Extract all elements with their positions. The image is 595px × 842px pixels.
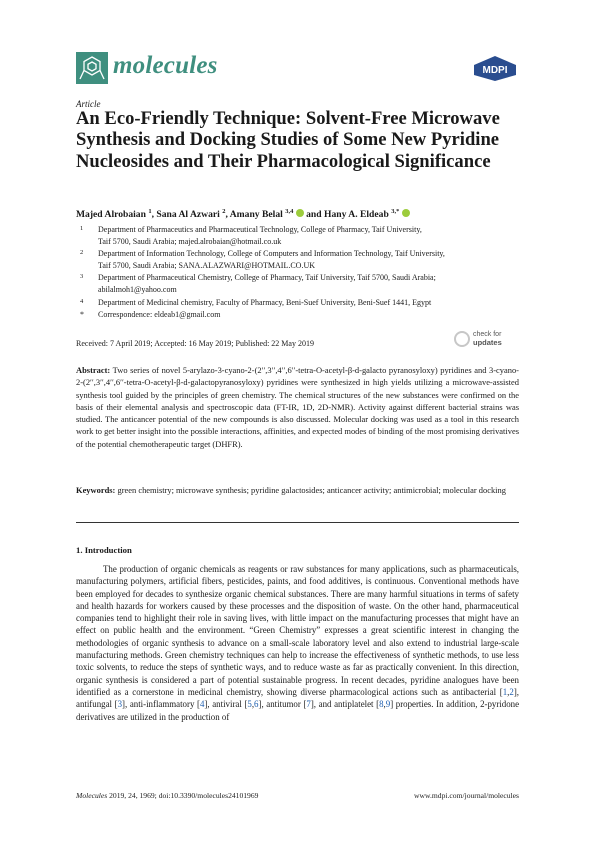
- citation-link[interactable]: 1: [502, 686, 508, 697]
- keywords-label: Keywords:: [76, 485, 116, 495]
- journal-logo-icon: [76, 52, 108, 84]
- mdpi-logo-icon: [472, 55, 518, 82]
- mdpi-logo-text: MDPI: [482, 65, 508, 76]
- affiliation-item: 2 Department of Information Technology, College of Computers and Information Technology, Taif University, Taif 5700, Saudi Arabia; SANA.ALAZWARI@HOTMAIL.CO.UK: [80, 249, 445, 271]
- author-affil-sup: 3,4: [285, 208, 294, 215]
- author-name: Hany A. Eldeab: [324, 209, 389, 221]
- author-affil-sup: 3,*: [391, 208, 400, 215]
- paper-title: An Eco-Friendly Technique: Solvent-Free Microwave Synthesis and Docking Studies of Some New Pyridine Nucleosides and Their Pharmacological Significance: [76, 108, 500, 172]
- publication-dates: Received: 7 April 2019; Accepted: 16 May 2019; Published: 22 May 2019: [76, 339, 314, 348]
- citation-link[interactable]: 2: [509, 686, 514, 697]
- citation-link[interactable]: 9: [385, 699, 391, 710]
- section-divider: [76, 522, 519, 523]
- article-type: Article: [76, 99, 101, 109]
- orcid-icon[interactable]: [296, 209, 304, 217]
- citation-link[interactable]: 6: [254, 699, 259, 710]
- affiliation-list: [80, 224, 525, 321]
- keywords-text: green chemistry; microwave synthesis; pyridine galactosides; anticancer activity; antimicrobial; molecular docking: [117, 485, 506, 495]
- citation-link[interactable]: 5: [247, 699, 252, 710]
- author-affil-sup: 2: [222, 208, 226, 215]
- keywords: [76, 484, 519, 496]
- affiliation-item: 3 Department of Pharmaceutical Chemistry, College of Pharmacy, Taif University, Taif 5700, Saudi Arabia; abilalmoh1@yahoo.com: [80, 273, 436, 295]
- author-name: Majed Alrobaian: [76, 209, 146, 221]
- author-affil-sup: 1: [148, 208, 152, 215]
- check-updates-icon[interactable]: [454, 331, 470, 347]
- check-updates-label[interactable]: updates: [473, 338, 502, 347]
- citation-link[interactable]: 4: [199, 699, 205, 710]
- author-list: Majed Alrobaian $^1$, Sana Al Azwari $^2$, Amany Belal $^{3,4}$ and Hany A. Eldeab $^{3,*}$: [76, 208, 536, 220]
- affiliation-item: 4 Department of Medicinal chemistry, Faculty of Pharmacy, Beni-Suef University, Beni-Suef 1441, Egypt: [80, 297, 432, 307]
- correspondence-item: * Correspondence: eldeab1@gmail.com: [80, 309, 221, 319]
- affiliation-item: 1 Department of Pharmaceutics and Pharmaceutical Technology, College of Pharmacy, Taif University, Taif 5700, Saudi Arabia; majed.alrobaian@hotmail.co.uk: [80, 225, 422, 247]
- citation-link[interactable]: 8: [379, 699, 384, 710]
- citation-link[interactable]: 7: [306, 699, 311, 710]
- abstract: [76, 364, 519, 450]
- author-name: Amany Belal: [229, 209, 283, 221]
- author-name: Sana Al Azwari: [156, 209, 220, 221]
- abstract-text: Two series of novel 5-arylazo-3-cyano-2-(2′′,3′′,4′′,6′′-tetra-O-acetyl-β-d-galacto pyranosyloxy) pyridines and 3-cyano-2-(2′′,3′′,4′′,6′′-tetra-O-acetyl-β-d-galactopyranosyloxy) pyridines were synthesized in high yields utilizing a microwave-assisted synthesis tool guided by the principles of green chemistry. The chemical structures of the new substances were confirmed on the basis of their elemental analysis and spectroscopic data (FT-IR, 1D, 2D-NMR). Activity against different bacterial strains was studied. The anticancer potential of the new compounds is also discussed. Molecular docking was used as a tool in this research work to get better insight into the possible interactions, affinities, and expected modes of binding of the most promising derivatives of the potential chemotherapeutic target (DHFR).: [76, 365, 519, 449]
- abstract-label: Abstract:: [76, 365, 111, 375]
- section-heading: 1. Introduction: [76, 545, 132, 555]
- citation-link[interactable]: 3: [117, 699, 123, 710]
- orcid-icon[interactable]: [402, 209, 410, 217]
- check-updates-label[interactable]: check for: [473, 331, 502, 338]
- journal-name: molecules: [113, 52, 218, 79]
- introduction-paragraph: The production of organic chemicals as reagents or raw substances for many applications, such as pharmaceuticals, manufacturing polymers, artificial fibers, pesticides, paints, and food additives, is continuous. Conventional methods have been employed for decades to synthesize organic chemical substances. There are many harmful situations in terms of safety and health hazards for workers caused by these processes and the disposition of waste. On the other hand, pharmaceutical companies tend to highlight their role in saving lives, with little impact on the manufacturing processes that might have an effect on public health and the environment. “Green Chemistry” expresses a great scientific interest in changing the methodologies of organic synthesis to advance on a small-scale laboratory level and also extend to industrial large-scale manufacturing methods. Green chemistry techniques can help to increase the effectiveness of synthetic methods, to use less toxic solvents, to reduce the steps of synthetic ways, and to reduce waste as far as practically convenient. In this direction, organic synthesis is considered a part of potential sustainable progress. In recent decades, pyridine analogues have been identified as a cornerstone in medicinal chemistry, showing diverse pharmacological actions such as antibacterial [1,2], antifungal [3], anti-inflammatory [4], antiviral [5,6], antitumor [7], and antiplatelet [8,9] properties. In addition, 2-pyridone derivatives are utilized in the production of: [76, 564, 520, 722]
- footer-citation: Molecules 2019, 24, 1969; doi:10.3390/molecules24101969: [76, 791, 259, 800]
- footer-url[interactable]: www.mdpi.com/journal/molecules: [414, 791, 519, 800]
